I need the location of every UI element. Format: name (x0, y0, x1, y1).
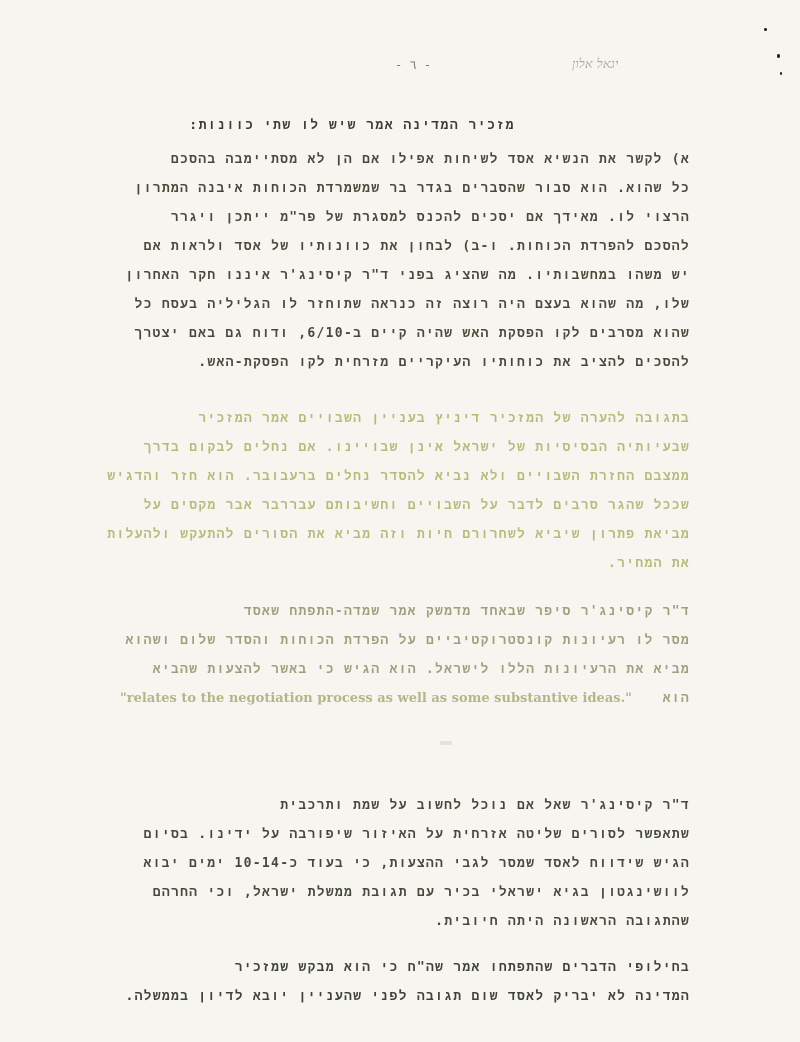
paragraph-2-line: שככל שהגר סרבים לדבר על השבויים וחשיבותם עבררבר אבר מקסים על (143, 498, 690, 513)
handwritten-note: יגאל אלון (572, 57, 619, 72)
document-heading: מזכיר המדינה אמר שיש לו שתי כוונות: (189, 118, 515, 133)
paragraph-3-line: ד"ר קיסינג'ר סיפר שבאחד מדמשק אמר שמדה-התפתח שאסד (243, 604, 690, 619)
paragraph-4-line: שתאפשר לסורים שליטה אזרחית על האיזור שיפורבה על ידינו. בסיום (143, 827, 690, 842)
page-number: - ٦ - (395, 58, 432, 72)
paragraph-2-line: ממצבם החזרת השבויים ולא נביא להסדר נחלים ברעבובר. הוא חזר והדגיש (107, 469, 690, 484)
paragraph-4-line: שהתגובה הראשונה היתה חיובית. (435, 914, 690, 929)
paragraph-2-line: מביאת פתרון שיביא לשחרורם חיות וזה מביא את הסורים להתעקש ולהעלות (107, 527, 690, 542)
paragraph-4-line: הגיש שידווח לאסד שמסר לגבי ההצעות, כי בעוד כ-10-14 ימים יבוא (143, 856, 690, 871)
english-quote: "relates to the negotiation process as well as some substantive ideas." (120, 691, 632, 706)
paragraph-1-line: כל שהוא. הוא סבור שהסברים בגדר בר שמשמרדת הכוחות איבנה המתרון (134, 181, 690, 196)
paragraph-1-line: להסכים להציב את כוחותיו העיקריים מזרחית לקו הפסקת-האש. (198, 355, 690, 370)
paragraph-5-line: בחילופי הדברים שהתפתחו אמר שה"ח כי הוא מבקש שמזכיר (234, 960, 690, 975)
scan-speck (440, 741, 452, 745)
quote-prefix: הוא (662, 691, 690, 706)
scan-speck (780, 72, 782, 75)
scan-speck (777, 54, 780, 58)
scan-speck (764, 28, 767, 31)
paragraph-4-line: ד"ר קיסינג'ר שאל אם נוכל לחשוב על שמת ותרכבית (280, 798, 690, 813)
paragraph-5-line: המדינה לא יבריק לאסד שום תגובה לפני שהעניין יובא לדיון בממשלה. (125, 989, 690, 1004)
paragraph-1-line: להסכם להפרדת הכוחות. ו-ב) לבחון את כוונותיו של אסד ולראות אם (143, 239, 690, 254)
paragraph-1-line: שהוא מסרבים לקו הפסקת האש שהיה קיים ב-6/10, ודוח גם באם יצטרך (134, 326, 690, 341)
paragraph-2-line: שבעיותיה הבסיסיות של ישראל אינן שבויינו. אם נחלים לבקום בדרך (143, 440, 690, 455)
paragraph-1-line: הרצוי לו. מאידך אם יסכים להכנס למסגרת של פר"מ ייתכן ויגרר (170, 210, 690, 225)
paragraph-4-line: לוושינגטון בגיא ישראלי בכיר עם תגובת ממשלת ישראל, וכי החרהם (152, 885, 690, 900)
paragraph-1-line: א) לקשר את הנשיא אסד לשיחות אפילו אם הן לא מסתיימבה בהסכם (170, 152, 690, 167)
paragraph-2-line: את המחיר. (608, 556, 690, 571)
paragraph-1-line: שלו, מה שהוא בעצם היה רוצה זה כנראה שתוחזר לו הגליליה בעסח כל (134, 297, 690, 312)
paragraph-2-line: בתגובה להערה של המזכיר דיניץ בעניין השבויים אמר המזכיר (198, 411, 690, 426)
paragraph-1-line: יש משהו במחשבותיו. מה שהציג בפני ד"ר קיסינג'ר איננו חקר האחרון (125, 268, 690, 283)
paragraph-3-line: מסר לו רעיונות קונסטרוקטיביים על הפרדת הכוחות והסדר שלום ושהוא (125, 633, 690, 648)
paragraph-3-line: מביא את הרעיונות הללו לישראל. הוא הגיש כי באשר להצעות שהביא (152, 662, 690, 677)
